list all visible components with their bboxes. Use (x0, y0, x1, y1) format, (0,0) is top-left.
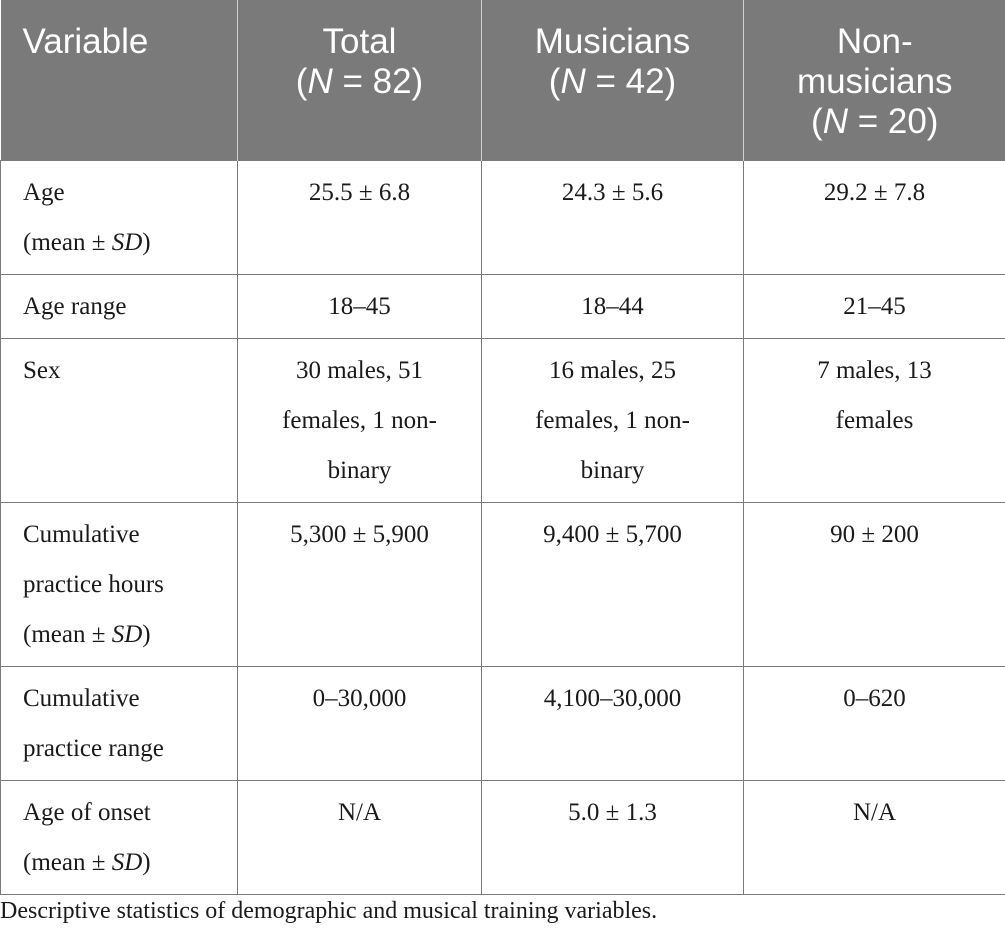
cell-age-total: 25.5 ± 6.8 (238, 160, 482, 274)
row-label-age-of-onset: Age of onset (mean ± SD) (1, 780, 238, 894)
cell-sex-musicians: 16 males, 25 females, 1 non- binary (482, 338, 744, 502)
cell-sex-total: 30 males, 51 females, 1 non- binary (238, 338, 482, 502)
table-row (1, 666, 1005, 780)
table-body (1, 160, 1005, 894)
header-nonmusicians-n: (N = 20) (811, 102, 939, 141)
table-caption: Descriptive statistics of demographic and musical training variables. (0, 898, 658, 924)
cell-age-range-nonmusicians: 21–45 (744, 274, 1005, 338)
row-label-sex: Sex (1, 338, 238, 502)
row-label-age: Age (mean ± SD) (1, 160, 238, 274)
cell-age-range-total: 18–45 (238, 274, 482, 338)
cell-practice-range-total: 0–30,000 (238, 666, 482, 780)
cell-sex-nonmusicians: 7 males, 13 females (744, 338, 1005, 502)
header-total (238, 0, 482, 160)
header-total-label: Total (322, 22, 397, 61)
cell-age-nonmusicians: 29.2 ± 7.8 (744, 160, 1005, 274)
header-nonmusicians-label-2: musicians (796, 62, 953, 101)
cell-practice-hours-total: 5,300 ± 5,900 (238, 502, 482, 666)
row-label-cumulative-practice-range: Cumulative practice range (1, 666, 238, 780)
table-row (1, 502, 1005, 666)
cell-onset-musicians: 5.0 ± 1.3 (482, 780, 744, 894)
header-nonmusicians (744, 0, 1005, 160)
header-musicians-label: Musicians (534, 22, 691, 61)
row-label-age-range: Age range (1, 274, 238, 338)
header-variable: Variable (1, 0, 238, 160)
cell-onset-total: N/A (238, 780, 482, 894)
cell-practice-range-musicians: 4,100–30,000 (482, 666, 744, 780)
row-label-cumulative-practice-hours: Cumulative practice hours (mean ± SD) (1, 502, 238, 666)
table-row (1, 274, 1005, 338)
header-nonmusicians-label-1: Non- (836, 22, 913, 61)
header-musicians (482, 0, 744, 160)
table-row (1, 338, 1005, 502)
cell-age-musicians: 24.3 ± 5.6 (482, 160, 744, 274)
table-header (1, 0, 1005, 160)
header-total-n: (N = 82) (295, 62, 424, 101)
cell-onset-nonmusicians: N/A (744, 780, 1005, 894)
cell-practice-hours-nonmusicians: 90 ± 200 (744, 502, 1005, 666)
table-row (1, 780, 1005, 894)
cell-practice-range-nonmusicians: 0–620 (744, 666, 1005, 780)
table-row (1, 160, 1005, 274)
cell-practice-hours-musicians: 9,400 ± 5,700 (482, 502, 744, 666)
header-musicians-n: (N = 42) (548, 62, 677, 101)
cell-age-range-musicians: 18–44 (482, 274, 744, 338)
header-row (1, 0, 1005, 160)
